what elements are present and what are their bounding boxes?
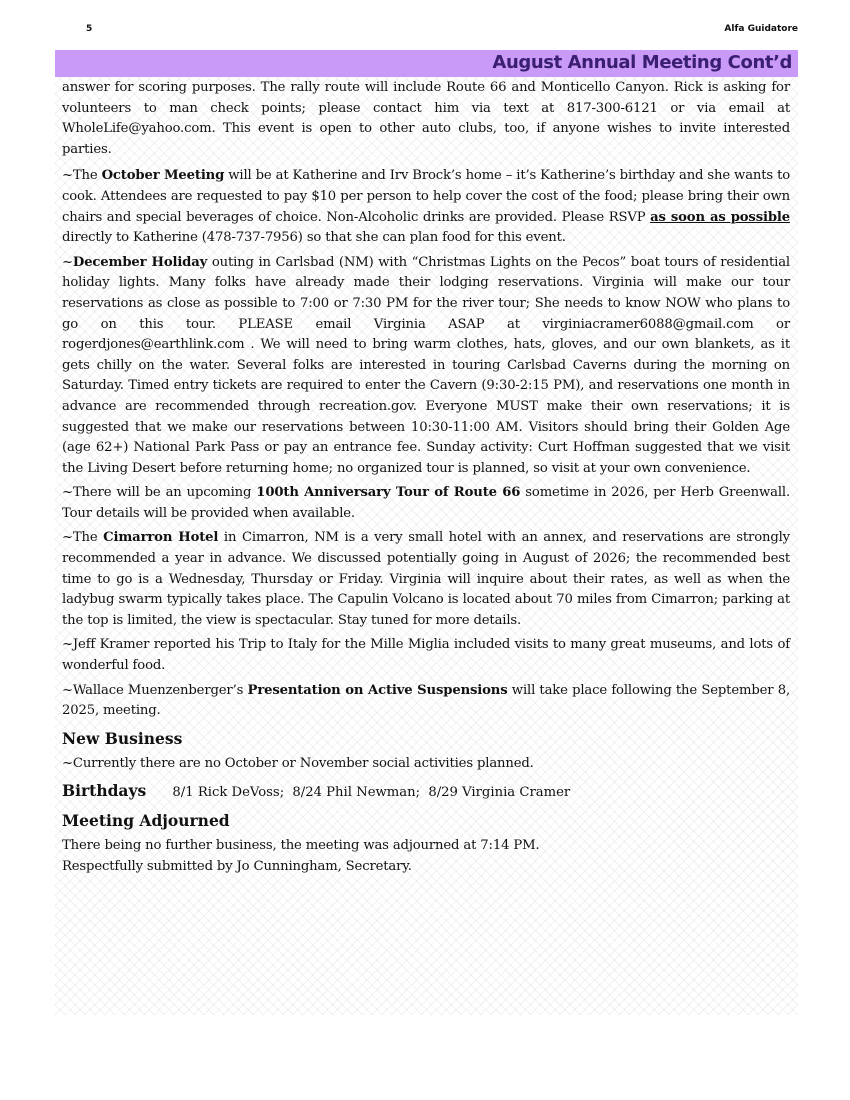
section-title: August Annual Meeting Cont’d — [492, 52, 792, 73]
closing-block — [62, 836, 790, 877]
new-business-text: ~Currently there are no October or November social activities planned. — [62, 755, 534, 771]
birthdays-row — [62, 780, 790, 804]
presentation-label: Presentation on Active Suspensions — [247, 682, 508, 698]
rally-paragraph: answer for scoring purposes. The rally route will include Route 66 and Monticello Canyon. Rick is asking for volunteers to man check points; please contact him via text at 817-300-6121 or via email at WholeLife@yahoo.com. This event is open to other auto clubs, too, if anyone wishes to invite interested parties. — [62, 80, 790, 157]
secretary-signoff: Respectfully submitted by Jo Cunningham, Secretary. — [62, 859, 412, 874]
new-business-heading: New Business — [62, 728, 183, 748]
italy-trip-paragraph: ~Jeff Kramer reported his Trip to Italy for the Mille Miglia included visits to many great museums, and lots of wonderful food. — [62, 637, 790, 674]
route-66-paragraph: ~There will be an upcoming 100th Anniversary Tour of Route 66 sometime in 2026, per Herb Greenwall. Tour details will be provided when available. — [62, 485, 790, 521]
adjourned-text: There being no further business, the meeting was adjourned at 7:14 PM. — [62, 838, 540, 854]
cimarron-hotel-label: Cimarron Hotel — [103, 530, 219, 546]
presentation-paragraph: ~Wallace Muenzenberger’s Presentation on Active Suspensions will take place following the September 8, 2025, meeting. — [62, 682, 790, 719]
december-holiday-label: December Holiday — [72, 254, 208, 270]
page-number: 5 — [86, 24, 93, 34]
december-holiday-paragraph: ~December Holiday outing in Carlsbad (NM) with “Christmas Lights on the Pecos” boat tours of residential holiday lights. Many folks have already made their lodging reservations. Virginia will make our tour reservations as close as possible to 7:00 or 7:30 PM for the river tour; She needs to know NOW who plans to go on this tour. PLEASE email Virginia ASAP at virginiacramer6088@gmail.com or rogerdjones@earthlink.com . We will need to bring warm clothes, hats, gloves, and our own blankets, as it gets chilly on the water. Several folks are interested in touring Carlsbad Caverns during the morning on Saturday. Timed entry tickets are required to enter the Cavern (9:30-2:15 PM), and reservations one month in advance are recommended through recreation.gov. Everyone MUST make their own reservations; it is suggested that we make our reservations between 10:30-11:00 AM. Visitors should bring their Golden Age (age 62+) National Park Pass or pay an entrance fee. Sunday activity: Curt Hoffman suggested that we visit the Living Desert before returning home; no organized tour is planned, so visit at your own convenience. — [62, 254, 790, 476]
birthday-item: 8/29 Virginia Cramer — [428, 785, 571, 801]
birthday-item: 8/24 Phil Newman; — [292, 785, 421, 801]
meeting-adjourned-heading: Meeting Adjourned — [62, 811, 230, 831]
route-66-label: 100th Anniversary Tour of Route 66 — [256, 485, 521, 501]
page-header — [86, 24, 798, 40]
newsletter-name: Alfa Guidatore — [724, 24, 798, 34]
birthday-item: 8/1 Rick DeVoss; — [172, 785, 285, 801]
cimarron-hotel-paragraph: ~The Cimarron Hotel in Cimarron, NM is a very small hotel with an annex, and reservations are strongly recommended a year in advance. We discussed potentially going in August of 2026; the recommended best time to go is a Wednesday, Thursday or Friday. Virginia will inquire about their rates, as well as when the ladybug swarm typically takes place. The Capulin Volcano is located about 70 miles from Cimarron; parking at the top is limited, the view is spectacular. Stay tuned for more details. — [62, 530, 790, 628]
birthdays-heading: Birthdays — [62, 781, 147, 801]
rsvp-emphasis: as soon as possible — [650, 209, 790, 225]
october-meeting-paragraph: ~The October Meeting will be at Katherine and Irv Brock’s home – it’s Katherine’s birthday and she wants to cook. Attendees are requested to pay $10 per person to help cover the cost of the food; please bring their own chairs and special beverages of choice. Non-Alcoholic drinks are provided. Please RSVP as soon as possible directly to Katherine (478-737-7956) so that she can plan food for this event. — [62, 168, 791, 246]
section-banner — [55, 50, 798, 77]
october-meeting-label: October Meeting — [101, 168, 225, 184]
article-body — [62, 78, 790, 878]
